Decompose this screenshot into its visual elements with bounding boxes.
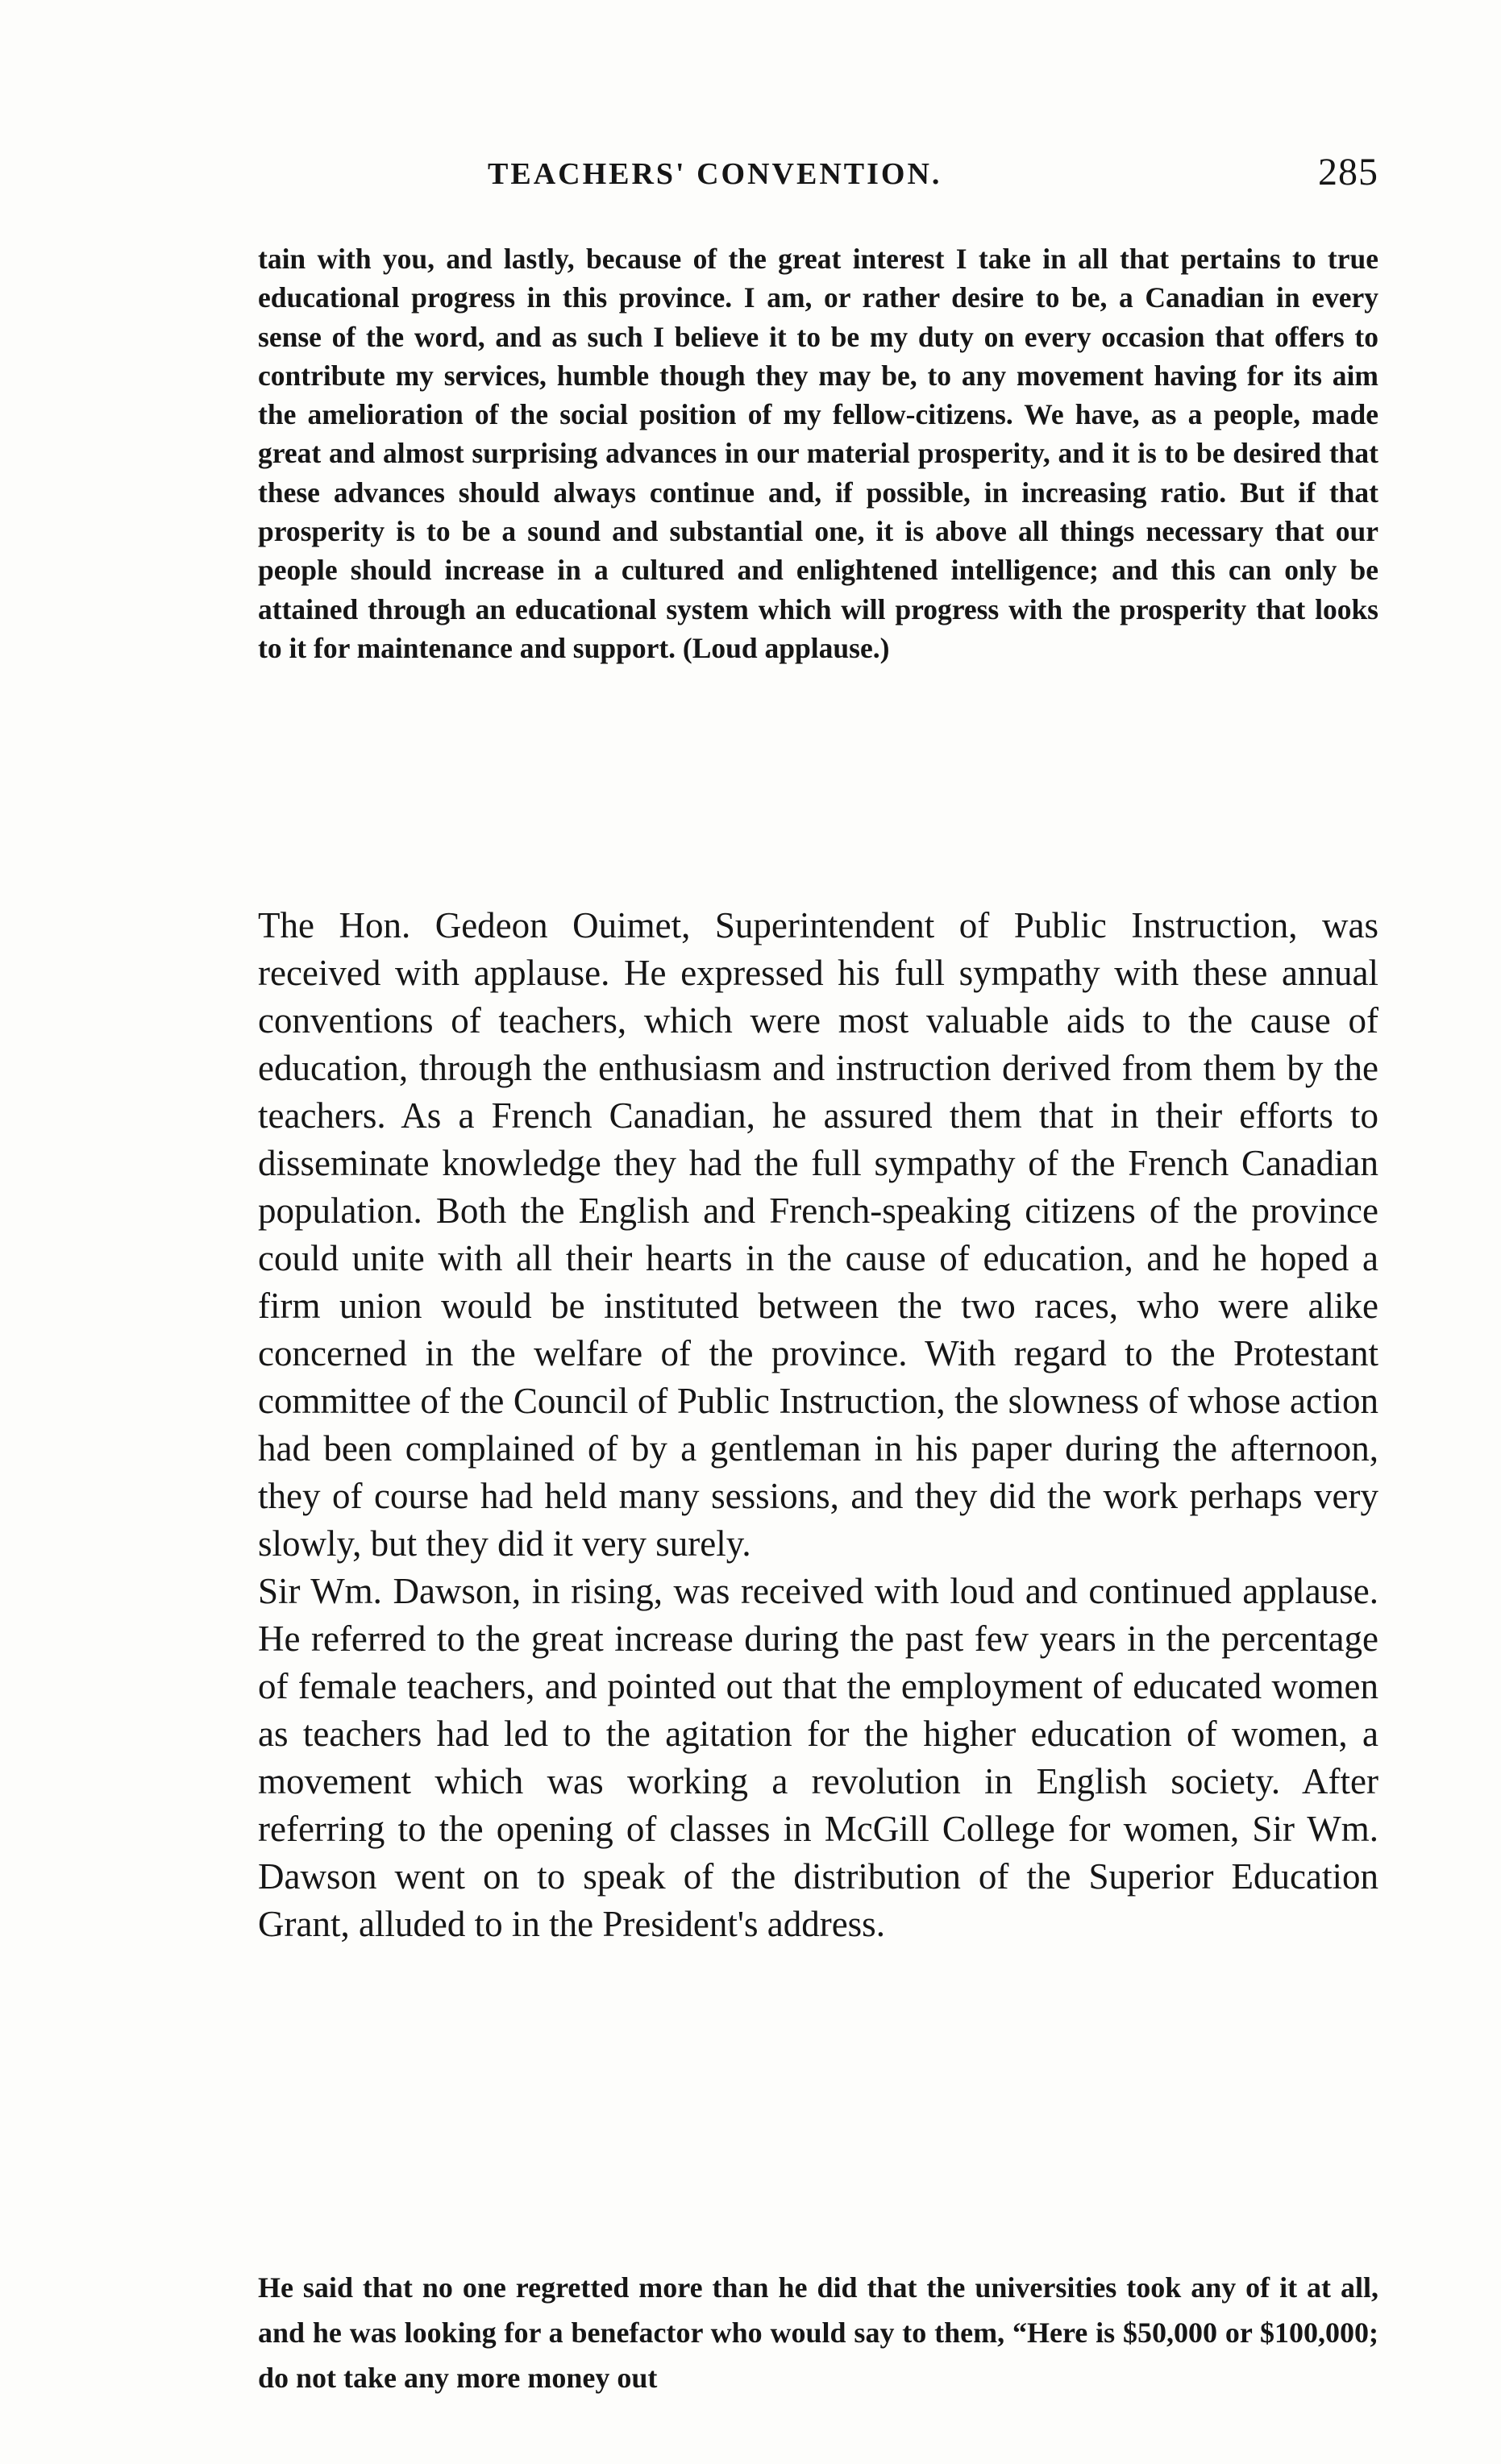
paragraph-dawson-quote: He said that no one regretted more than he did that the universities took any of it at all, and he was looking for a benefactor who would say to them, “Here is $50,000 or $100,000; do not take any more money out xyxy=(258,2271,1378,2394)
running-head: TEACHERS' CONVENTION. xyxy=(488,157,942,191)
paragraph-speech-continuation: tain with you, and lastly, because of the great interest I take in all that pertains to true educational progress in this province. I am, or rather desire to be, a Canadian in every sense of the word, and as such I believe it to be my duty on every occasion that offers to contribute my services, humble though they may be, to any movement having for its aim the amelioration of the social position of my fellow-citizens. We have, as a people, made great and almost surprising advances in our material prosperity, and it is to be desired that these advances should always continue and, if possible, in increasing ratio. But if that prosperity is to be a sound and substantial one, it is above all things necessary that our people should increase in a cultured and enlightened intelligence; and this can only be attained through an educational system which will progress with the prosperity that looks to it for maintenance and support. (Loud applause.) xyxy=(258,243,1378,664)
text-block-small-bold xyxy=(258,239,1378,667)
text-block-large xyxy=(258,902,1378,1948)
text-block-bottom-bold xyxy=(258,2265,1378,2400)
page-header xyxy=(258,151,1378,205)
paragraph-dawson: Sir Wm. Dawson, in rising, was received with loud and continued applause. He referred to the great increase during the past few years in the percentage of female teachers, and pointed out that the employment of educated women as teachers had led to the agitation for the higher education of women, a movement which was working a revolution in English society. After referring to the opening of classes in McGill College for women, Sir Wm. Dawson went on to speak of the distribution of the Superior Education Grant, alluded to in the President's address. xyxy=(258,1571,1378,1944)
page-number: 285 xyxy=(1318,151,1378,193)
paragraph-ouimet: The Hon. Gedeon Ouimet, Superintendent of Public Instruction, was received with applause. He expressed his full sympathy with these annual conventions of teachers, which were most valuable aids to the cause of education, through the enthusiasm and instruction derived from them by the teachers. As a French Canadian, he assured them that in their efforts to disseminate knowledge they had the full sympathy of the French Canadian population. Both the English and French-speaking citizens of the province could unite with all their hearts in the cause of education, and he hoped a firm union would be instituted between the two races, who were alike concerned in the welfare of the province. With regard to the Protestant committee of the Council of Public Instruction, the slowness of whose action had been complained of by a gentleman in his paper during the afternoon, they of course had held many sessions, and they did the work perhaps very slowly, but they did it very surely. xyxy=(258,905,1378,1564)
